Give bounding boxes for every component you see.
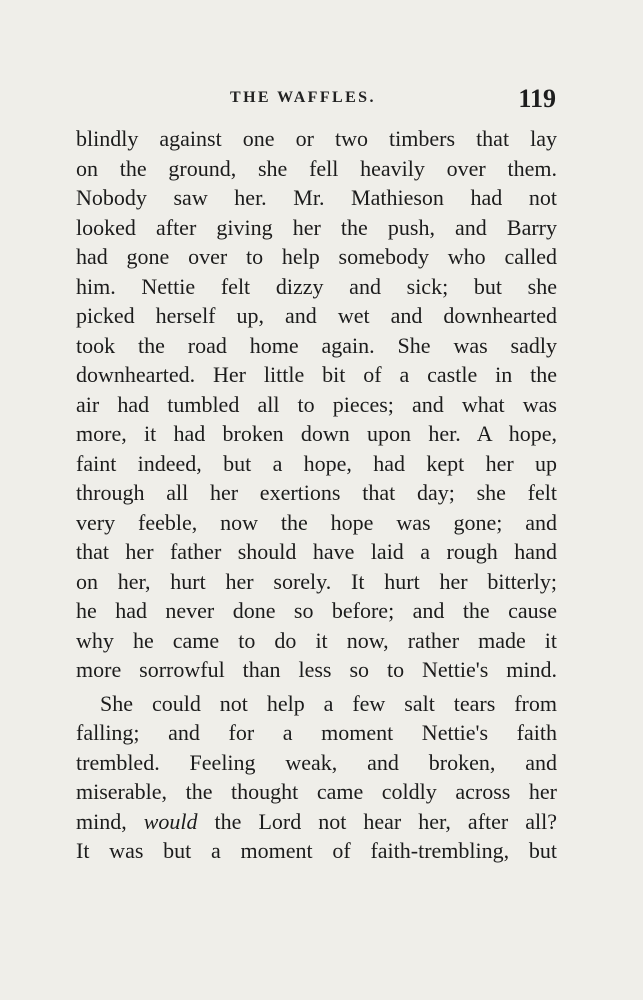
running-title: THE WAFFLES.: [230, 89, 376, 106]
text-line: [76, 807, 557, 837]
text-line: blindly against one or two timbers that lay: [76, 126, 557, 151]
text-line: falling; and for a moment Nettie's faith: [76, 720, 557, 745]
text-line: miserable, the thought came coldly across her: [76, 779, 557, 804]
text-line: why he came to do it now, rather made it: [76, 627, 557, 653]
text-line: very feeble, now the hope was gone; and: [76, 509, 557, 535]
paragraph: [76, 124, 557, 685]
text-line: faint indeed, but a hope, had kept her up: [76, 450, 557, 476]
text-line: looked after giving her the push, and Barry: [76, 214, 557, 240]
text-line: on her, hurt her sorely. It hurt her bitterly;: [76, 568, 557, 594]
page-number: 119: [518, 84, 556, 113]
text-line: him. Nettie felt dizzy and sick; but she: [76, 273, 557, 299]
body-text: [76, 124, 557, 866]
text-line: downhearted. Her little bit of a castle in the: [76, 362, 557, 387]
text-line: on the ground, she fell heavily over them.: [76, 155, 557, 181]
text-line: Nobody saw her. Mr. Mathieson had not: [76, 185, 557, 210]
text-line: had gone over to help somebody who called: [76, 244, 557, 269]
text-line: air had tumbled all to pieces; and what was: [76, 391, 557, 417]
text-line: trembled. Feeling weak, and broken, and: [76, 749, 557, 775]
paragraph: [76, 689, 557, 866]
text-line: that her father should have laid a rough hand: [76, 539, 557, 564]
running-head: [78, 84, 556, 120]
italic-word: would: [143, 808, 198, 834]
text-line: more, it had broken down upon her. A hope,: [76, 421, 557, 446]
text-line: took the road home again. She was sadly: [76, 332, 557, 358]
text-run: mind,: [76, 808, 144, 834]
text-line: picked herself up, and wet and downhearted: [76, 303, 557, 328]
text-line: She could not help a few salt tears from: [100, 690, 557, 716]
text-run: the Lord not hear her, after all?: [197, 808, 557, 834]
text-line: It was but a moment of faith-trembling, but: [76, 838, 557, 863]
text-line: more sorrowful than less so to Nettie's mind.: [76, 657, 557, 682]
text-line: through all her exertions that day; she felt: [76, 480, 557, 505]
text-line: he had never done so before; and the cause: [76, 598, 557, 623]
